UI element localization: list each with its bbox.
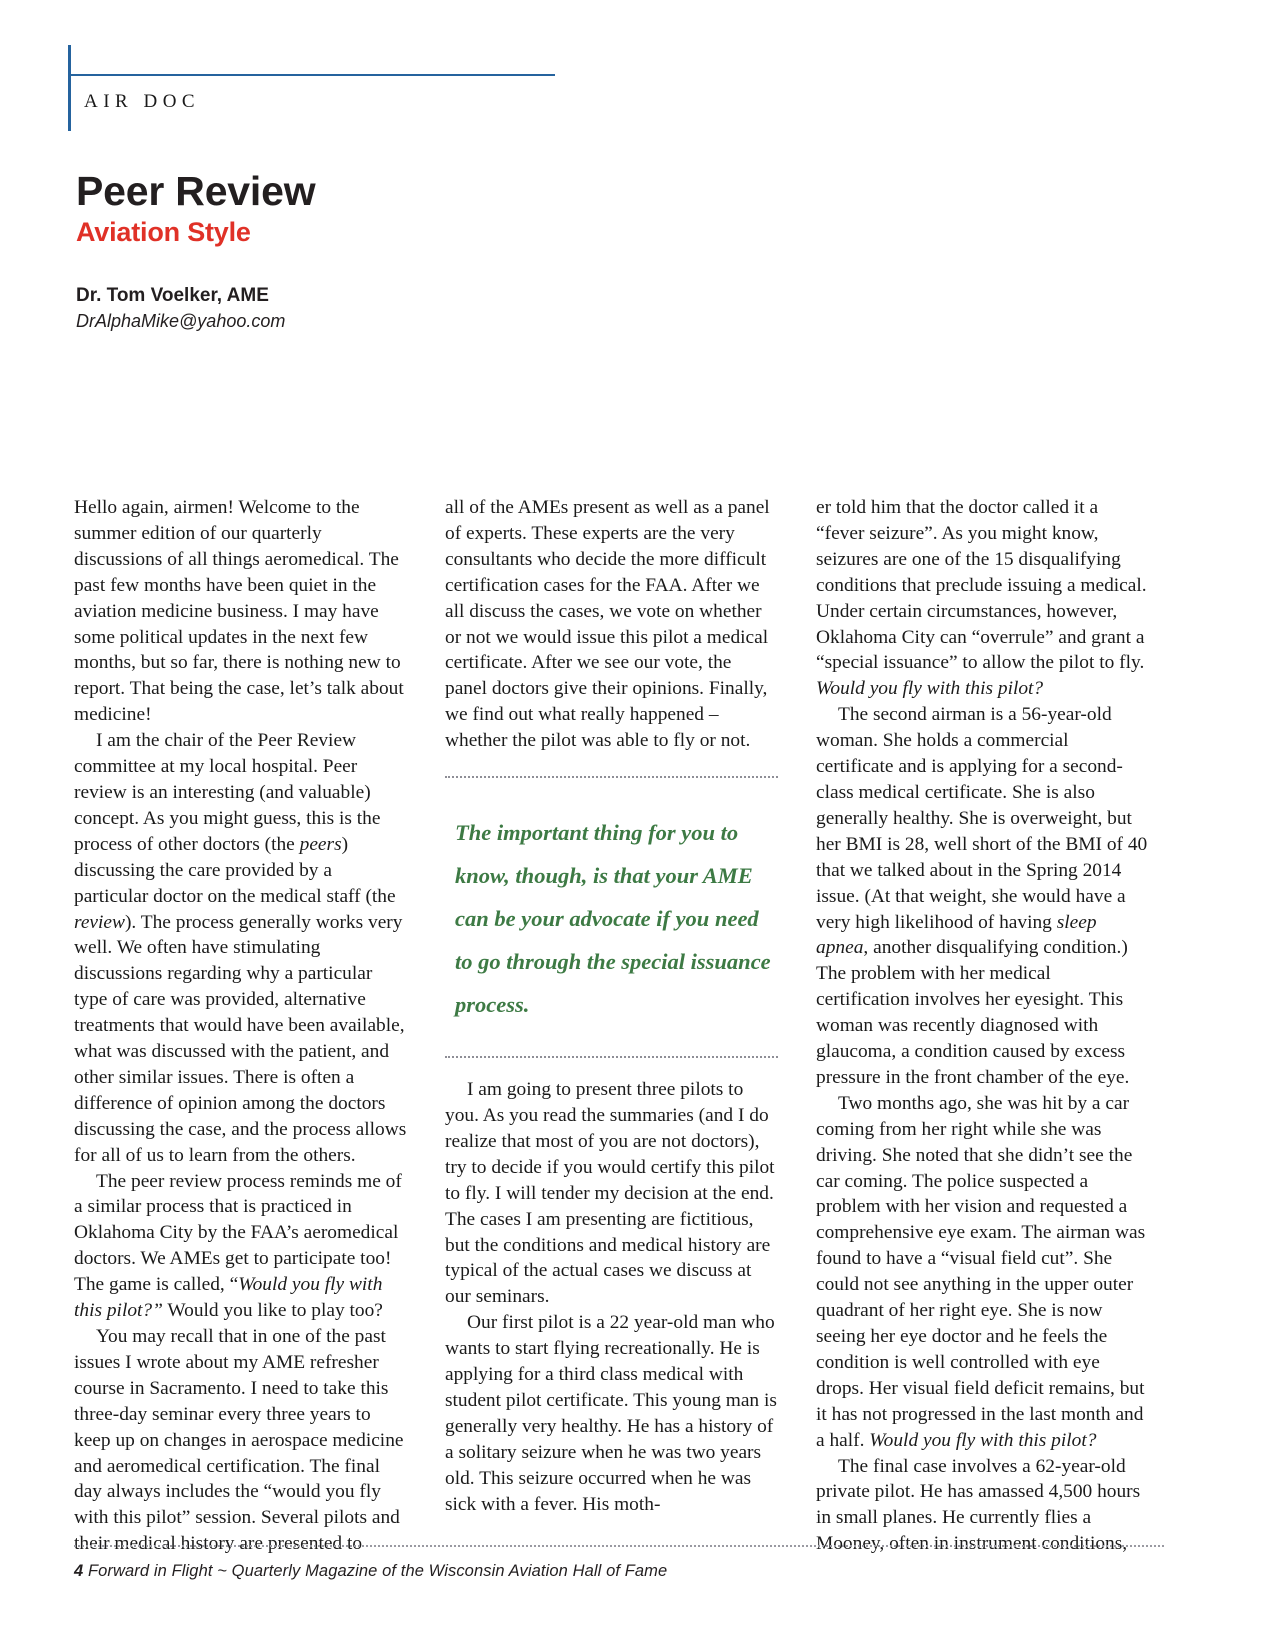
emphasis-review: review (74, 911, 125, 933)
paragraph: I am going to present three pilots to you. As you read the summaries (and I do realize that most of you are not doctors), try to decide if you would certify this pilot to fly. I will tender my decision at the end. The cases I am presenting are fictitious, but the conditions and medical history are typical of the actual cases we discuss at our seminars. (445, 1079, 775, 1308)
paragraph (816, 495, 1149, 702)
text-run: er told him that the doctor called it a “fever seizure”. As you might know, seizures are one of the 15 disqualifying conditions that preclude issuing a medical. Under certain circumstances, however, Oklahoma City can “overrule” and grant a “special issuance” to allow the pilot to fly. (816, 497, 1147, 674)
footer-text (74, 1562, 1164, 1581)
section-kicker: AIR DOC (84, 91, 201, 112)
text-run: ) discussing the care provided by a particular doctor on the medical staff (the (74, 833, 396, 907)
text-run: The second airman is a 56-year-old woman. She holds a commercial certificate and is applying for a second-class medical certificate. She is also generally healthy. She is overweight, but her BMI is 28, well short of the BMI of 40 that we talked about in the Spring 2014 issue. (At that weight, she would have a very high likelihood of having (816, 704, 1148, 933)
column-3 (816, 495, 1149, 1555)
column-2 (445, 495, 778, 1515)
paragraph (816, 702, 1149, 1091)
text-run: , another disqualifying condition.) The problem with her medical certification involves her eyesight. This woman was recently diagnosed with glaucoma, a condition caused by excess pressure in the front chamber of the eye. (816, 937, 1130, 1088)
emphasis-game-name: Would you fly with this pilot?” (74, 1274, 383, 1322)
text-run: Would you like to play too? (162, 1300, 383, 1322)
masthead-vertical-rule (68, 45, 71, 131)
page-title: Peer Review (76, 168, 316, 214)
page-number: 4 (74, 1562, 84, 1580)
author-email[interactable]: DrAlphaMike@yahoo.com (76, 311, 286, 331)
text-run: I am the chair of the Peer Review committee at my local hospital. Peer review is an interesting (and valuable) concept. As you might guess, this is the process of other doctors (the (74, 730, 381, 855)
text-run: ). The process generally works very well. We often have stimulating discussions regarding why a particular type of care was provided, alternative treatments that would have been available, what was discussed with the patient, and other similar issues. There is often a difference of opinion among the doctors discussing the case, and the process allows for all of us to learn from the others. (74, 911, 407, 1166)
page-footer (74, 1545, 1164, 1581)
emphasis-sleep-apnea: sleep apnea (816, 911, 1097, 959)
article-body (74, 495, 1164, 1555)
author-name: Dr. Tom Voelker, AME (76, 285, 269, 306)
column-1 (74, 495, 407, 1555)
paragraph (74, 1169, 407, 1324)
emphasis-peers: peers (299, 833, 342, 855)
footer-publication: Forward in Flight ~ Quarterly Magazine of the Wisconsin Aviation Hall of Fame (87, 1562, 668, 1580)
paragraph: Our first pilot is a 22 year-old man who wants to start flying recreationally. He is applying for a third class medical with student pilot certificate. This young man is generally very healthy. He has a history of a solitary seizure when he was two years old. This seizure occurred when he was sick with a fever. His moth- (445, 1312, 777, 1515)
paragraph (74, 728, 407, 1168)
emphasis-question: Would you fly with this pilot? (869, 1429, 1097, 1451)
text-run: Two months ago, she was hit by a car coming from her right while she was driving. She noted that she didn’t see the car coming. The police suspected a problem with her vision and requested a comprehensive eye exam. The airman was found to have a “visual field cut”. She could not see anything in the upper outer quadrant of her right eye. She is now seeing her eye doctor and he feels the condition is well controlled with eye drops. Her visual field deficit remains, but it has not progressed in the last month and a half. (816, 1092, 1146, 1451)
paragraph: The final case involves a 62-year-old private pilot. He has amassed 4,500 hours in small planes. He currently flies a Mooney, often in instrument conditions, (816, 1455, 1141, 1555)
emphasis-question: Would you fly with this pilot? (816, 678, 1044, 700)
title-block (76, 168, 716, 333)
paragraph: all of the AMEs present as well as a panel of experts. These experts are the very consultants who decide the more difficult certification cases for the FAA. After we all discuss the cases, we vote on whether or not we would issue this pilot a medical certificate. After we see our vote, the panel doctors give their opinions. Finally, we find out what really happened – whether the pilot was able to fly or not. (445, 497, 770, 752)
masthead (68, 45, 558, 135)
pull-quote (445, 776, 778, 1059)
footer-rule (74, 1545, 1164, 1548)
text-run: The peer review process reminds me of a similar process that is practiced in Oklahoma City by the FAA’s aeromedical doctors. We AMEs get to participate too! The game is called, “ (74, 1170, 402, 1296)
pull-quote-text: The important thing for you to know, though, is that your AME can be your advocate if you need to go through the special issuance process. (455, 820, 771, 1018)
pull-quote-rule-bottom (445, 1056, 778, 1059)
paragraph: You may recall that in one of the past issues I wrote about my AME refresher course in Sacramento. I need to take this three-day seminar every three years to keep up on changes in aerospace medicine and aeromedical certification. The final day always includes the “would you fly with this pilot” session. Several pilots and their medical history are presented to (74, 1326, 404, 1555)
paragraph (816, 1091, 1149, 1454)
paragraph: Hello again, airmen! Welcome to the summer edition of our quarterly discussions of all things aeromedical. The past few months have been quiet in the aviation medicine business. I may have some political updates in the next few months, but so far, there is nothing new to report. That being the case, let’s talk about medicine! (74, 497, 404, 726)
page-subtitle: Aviation Style (76, 217, 251, 247)
masthead-horizontal-rule (68, 74, 555, 76)
